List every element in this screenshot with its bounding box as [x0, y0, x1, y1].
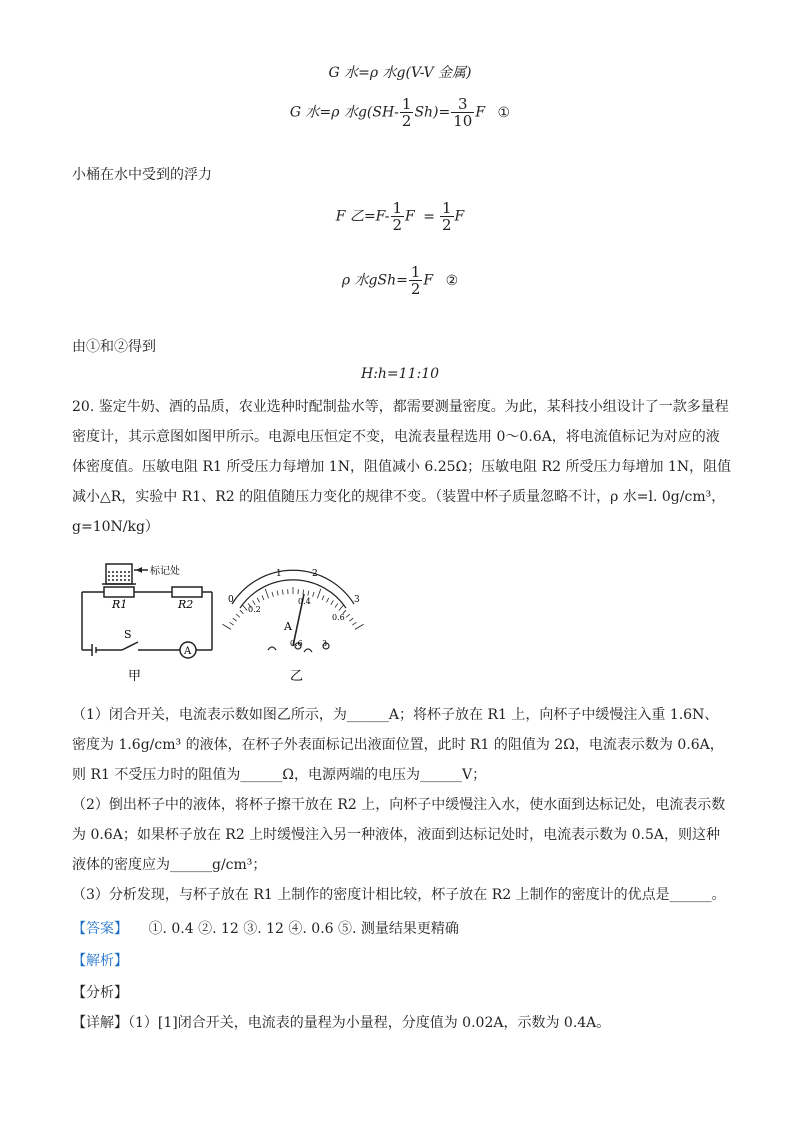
fenxi-tag: 【分析】 — [72, 985, 128, 1001]
resistor-r2-icon — [172, 587, 202, 597]
scale-3: 3 — [354, 595, 360, 605]
figure-jia-label: 甲 — [128, 669, 142, 684]
fraction: $\frac{1}{2}$ — [441, 199, 452, 234]
meter-tick — [240, 610, 243, 614]
meter-ticks — [222, 587, 363, 629]
xiangjie-line — [72, 1008, 610, 1038]
switch-label: S — [124, 628, 132, 641]
meter-tick — [282, 590, 283, 595]
fraction: $\frac{3}{10}$ — [453, 95, 473, 130]
mark-label: 标记处 — [150, 566, 180, 577]
scale-1: 1 — [276, 569, 282, 579]
meter-tick — [277, 591, 278, 596]
formula-2: G 水=ρ 水g(SH- $\frac{1}{2}$ Sh)= $\frac{3}{10}$ F ① — [289, 95, 511, 130]
sub-question-2: （2）倒出杯子中的液体，将杯子擦干放在 R2 上，向杯子中缓慢注入水，使水面到达标记处，电流表示数为 0.6A；如果杯子放在 R2 上时缓慢注入另一种液体，液面到达标记处时，电流表示数为 0.5A，则这种液体的密度应为______g/cm³； — [72, 797, 726, 873]
conclusion-intro: 由①和②得到 — [72, 339, 156, 355]
answer-tag: 【答案】 — [72, 921, 128, 937]
meter-tick — [352, 622, 356, 625]
meter-tick — [236, 614, 240, 617]
meter-tick — [349, 618, 353, 621]
meter-tick — [313, 592, 314, 597]
meter-tick — [243, 605, 247, 610]
meter-tick — [262, 596, 264, 601]
scale-2: 2 — [312, 569, 318, 579]
sub-question-1: （1）闭合开关，电流表示数如图乙所示，为______A；将杯子放在 R1 上，向杯子中缓慢注入重 1.6N、密度为 1.6g/cm³ 的液体，在杯子外表面标记出液面位置，此时 R1 的阻值为 2Ω，电流表示数为 0.6A，则 R1 不受压力时的阻值为______Ω，电源两端的电压为______V； — [72, 707, 724, 783]
xiangjie-text: （1）[1]闭合开关，电流表的量程为小量程，分度值为 0.02A，示数为 0.4A。 — [128, 1015, 611, 1031]
question-stem: 20. 鉴定牛奶、酒的品质，农业选种时配制盐水等，都需要测量密度。为此，某科技小组设计了一款多量程密度计，其示意图如图甲所示。电源电压恒定不变，电流表量程选用 0～0.6A，将电流值标记为对应的液体密度值。压敏电阻 R1 所受压力每增加 1N，阻值减小 6.25Ω；压敏电阻 R2 所受压力每增加 1N，阻值减小△R，实验中 R1、R2 的阻值随压力变化的规律不变。（装置中杯子质量忽略不计，ρ 水=l. 0g/cm³，g=10N/kg） — [72, 399, 732, 535]
fraction: $\frac{1}{2}$ — [401, 95, 412, 130]
r1-label: R1 — [112, 598, 128, 611]
terminal-3: 3 — [322, 639, 328, 648]
meter-tick — [355, 624, 364, 629]
meter-tick — [339, 605, 343, 610]
figure-yi-label: 乙 — [290, 669, 304, 684]
figure-circuit-and-meter — [72, 556, 372, 686]
r2-label: R2 — [178, 598, 194, 611]
fraction: $\frac{1}{2}$ — [410, 263, 421, 298]
scale-06: 0.6 — [332, 613, 345, 622]
answer-line — [72, 914, 459, 944]
switch-icon — [122, 642, 138, 650]
meter-tick — [335, 603, 338, 607]
meter-tick — [322, 596, 324, 601]
sub-question-3: （3）分析发现，与杯子放在 R1 上制作的密度计相比较，杯子放在 R2 上制作的密度计的优点是______。 — [72, 887, 726, 903]
meter-tick — [308, 591, 309, 596]
buoyancy-intro: 小桶在水中受到的浮力 — [72, 167, 212, 183]
meter-tick — [233, 618, 237, 621]
meter-tick — [346, 614, 350, 617]
scale-04: 0.4 — [298, 597, 311, 606]
meter-tick — [230, 622, 234, 625]
meter-tick — [257, 598, 259, 602]
scale-0: 0 — [228, 595, 234, 605]
meter-tick — [317, 589, 320, 598]
scale-02: 0.2 — [248, 605, 261, 614]
meter-tick — [265, 589, 268, 598]
meter-a-label: A — [284, 620, 292, 633]
meter-tick — [326, 598, 328, 602]
meter-tick — [331, 600, 334, 604]
figure-svg — [72, 556, 372, 686]
answer-text: ①. 0.4 ②. 12 ③. 12 ④. 0.6 ⑤. 测量结果更精确 — [148, 921, 459, 937]
jiexi-tag: 【解析】 — [72, 953, 128, 969]
xiangjie-tag: 【详解】 — [72, 1015, 128, 1031]
meter-tick — [272, 592, 273, 597]
cup-icon — [106, 564, 132, 584]
ammeter-label: A — [184, 646, 192, 657]
resistor-r1-icon — [104, 587, 134, 597]
formula-5: H:h=11:10 — [360, 366, 440, 382]
formula-4: ρ 水gSh= $\frac{1}{2}$ F ② — [341, 263, 459, 298]
fraction: $\frac{1}{2}$ — [392, 199, 403, 234]
meter-tick — [222, 624, 231, 629]
formula-1: G 水=ρ 水g(V-V 金属) — [328, 65, 472, 81]
formula-3: F 乙=F- $\frac{1}{2}$ F = $\frac{1}{2}$ F — [335, 199, 465, 234]
terminal-06: 0.6 — [290, 639, 303, 648]
